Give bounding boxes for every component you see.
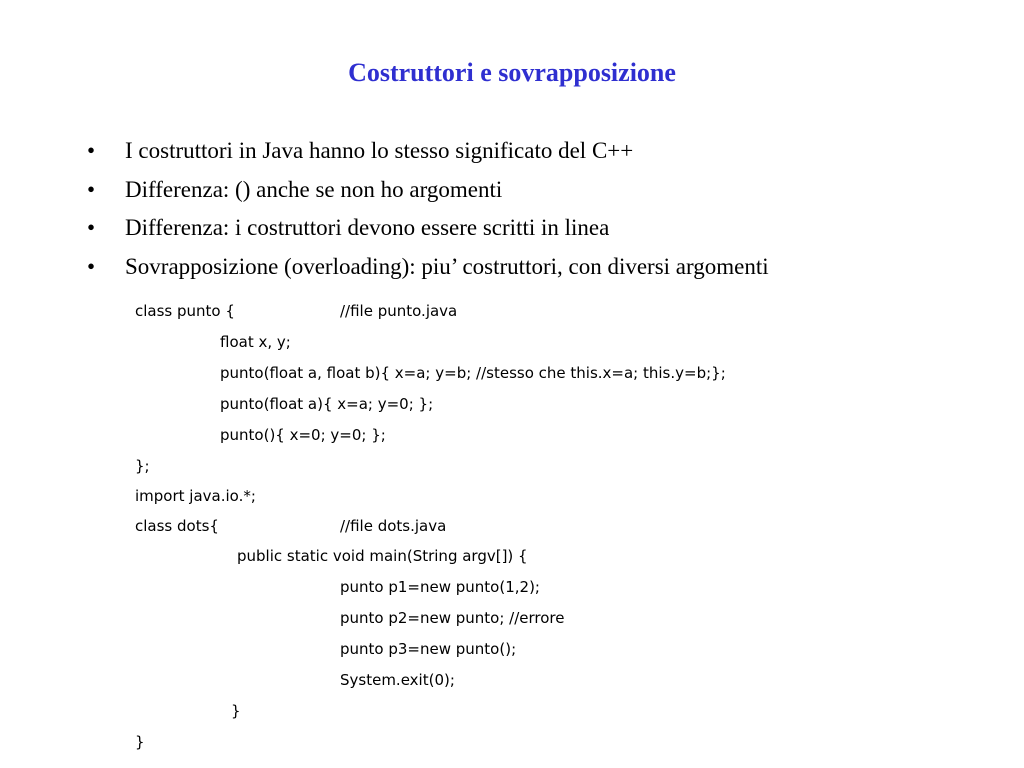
- code-text: public static void main(String argv[]) {: [237, 547, 528, 565]
- code-line: [237, 541, 528, 571]
- bullet-dot-icon: •: [87, 215, 96, 240]
- code-line: [135, 727, 145, 757]
- code-comment: //file dots.java: [340, 517, 447, 535]
- code-text: class punto {: [135, 302, 235, 320]
- code-line: [340, 603, 565, 633]
- code-text: punto(float a, float b){ x=a; y=b; //stesso che this.x=a; this.y=b;};: [220, 364, 726, 382]
- code-line: [220, 327, 291, 357]
- bullet-text: I costruttori in Java hanno lo stesso significato del C++: [125, 138, 634, 163]
- code-text: }: [231, 702, 241, 720]
- code-text: float x, y;: [220, 333, 291, 351]
- code-line: [220, 358, 726, 388]
- code-line: [340, 665, 455, 695]
- code-line: [220, 420, 386, 450]
- code-text: punto p2=new punto; //errore: [340, 609, 565, 627]
- code-text: punto p1=new punto(1,2);: [340, 578, 540, 596]
- code-text: punto p3=new punto();: [340, 640, 517, 658]
- code-text: }: [135, 733, 145, 751]
- slide-title: Costruttori e sovrapposizione: [348, 58, 676, 87]
- code-text: System.exit(0);: [340, 671, 455, 689]
- code-line: [220, 389, 433, 419]
- bullet-dot-icon: •: [87, 253, 96, 279]
- bullet-text: Differenza: i costruttori devono essere scritti in linea: [125, 215, 610, 240]
- code-text: };: [135, 457, 150, 475]
- code-text: class dots{: [135, 517, 219, 535]
- code-line: [135, 481, 256, 511]
- code-line: [135, 296, 235, 326]
- code-line: [231, 696, 241, 726]
- code-text: punto(float a){ x=a; y=0; };: [220, 395, 434, 413]
- code-line: [135, 451, 150, 481]
- bullet-text: Sovrapposizione (overloading): piu’ costruttori, con diversi argomenti: [125, 253, 769, 279]
- code-line: [135, 511, 219, 541]
- bullet-text: Differenza: () anche se non ho argomenti: [125, 176, 503, 202]
- code-text: import java.io.*;: [135, 487, 256, 505]
- code-text: punto(){ x=0; y=0; };: [220, 426, 386, 444]
- code-line: [340, 634, 516, 664]
- code-line: [340, 572, 540, 602]
- code-comment: //file punto.java: [340, 302, 458, 320]
- bullet-dot-icon: •: [87, 138, 96, 163]
- bullet-dot-icon: •: [87, 176, 96, 202]
